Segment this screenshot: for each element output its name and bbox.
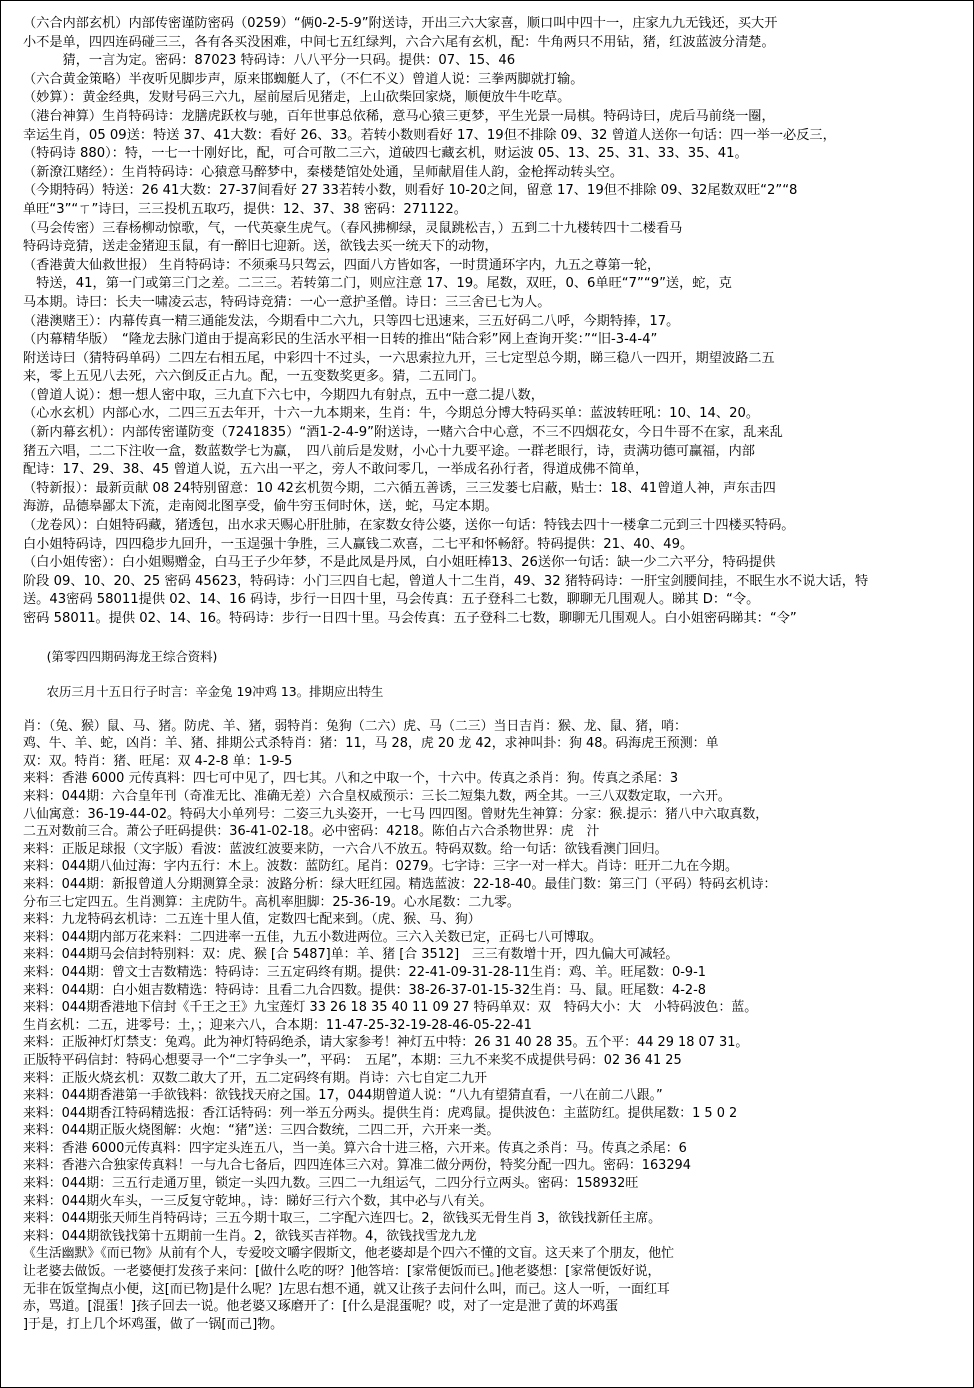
humor-line-0: 《生活幽默》《而已物》从前有个人，专爱咬文嚼字假斯文，他老婆却是个四六不懂的文盲。这天来了个朋友，他忙 [23,1246,674,1262]
top-line-27: （龙卷风）：白姐特码藏，猪透包，出水求天赐心肝肚肺，在家数女待公婆，送你一句话：特钱去四十一楼拿二元到三十四楼买特码。 [23,518,795,534]
bottom-line-9: 来料：044期：新报曾道人分期测算全录：波路分析：绿大旺红园。精选蓝波：22-18-40。最佳门数：第三门（平码）特码玄机诗： [23,876,777,892]
bottom-line-0: 肖：（兔、猴）鼠、马、猪。防虎、羊、猪，弱特肖：兔狗（二六）虎、马（二三）当日吉肖：猴、龙、鼠、猪，哨： [23,718,687,734]
header-row [23,631,955,718]
bottom-line-15: 来料：044期：白小姐吉数精选：特码诗：且看二九合四数。提供：38-26-37-01-15-32生肖：马、鼠。旺尾数：4-2-8 [23,982,706,998]
top-line-9: （今期特码）特送：26 41大数：27-37间看好 27 33若转小数，则看好 10-20之间，留意 17、19但不排除 09、32尾数双旺“2”“8 [23,183,798,199]
bottom-line-10: 分布三七定四五。生肖测算：主虎防牛。高机率胆脚：25-36-19。心水尾数：二九零。 [23,894,520,910]
top-line-16: （港澳赌王）：内幕传真一精三通能发法，今期看中二六九，只等四七迅速来，三五好码二八呼，今期特捧，17。 [23,313,680,329]
bottom-line-19: 正版特平码信封：特码心想要寻一个“二字争头一”，平码： 五尾”，本期：三九不来奖不成提供号码：02 36 41 25 [23,1052,682,1068]
bottom-line-17: 生肖玄机：二五，进零号：土，；迎来六八，合本期：11-47-25-32-19-28-46-05-22-41 [23,1017,532,1033]
top-line-1: 小不是单，四四连码碰三三，各有各买没困难，中间七五红绿判，六合六尾有玄机，配：牛角两只不用钻，猪，红波蓝波分清楚。 [23,34,775,50]
header-row-line [23,631,955,718]
top-line-5: （港台神算）生肖特码诗：龙膳虎跃枚与驰，百年世事总依稀，意马心猿三更梦，平生光景一局棋。特码诗曰，虎后马前绕一圈， [23,108,775,124]
top-content-block [23,15,955,629]
header-right-label: 农历三月十五日行子时言：辛金兔 19冲鸡 13。排期应出特生 [46,683,384,699]
top-line-12: 特码诗竞猜，送走金猪迎玉鼠，有一醉旧七迎新。送，欲钱去买一统天下的动物， [23,239,498,255]
top-line-6: 幸运生肖，05 09送：特送 37、41大数：看好 26、33。若转小数则看好 17、19但不排除 09、32 曾道人送你一句话：四一举一必反三， [23,127,836,143]
top-line-32: 密码 58011。提供 02、14、16。特码诗：步行一日四十里。马会传真：五子登科二七数，聊聊无几围观人。白小姐密码睇其：“令” [23,611,797,626]
top-line-20: （曾道人说）：想一想人密中取，三九直下六七中，今期四九有射点，五中一意二提八数， [23,387,544,403]
bottom-line-5: 八仙寓意：36-19-44-02。特码大小单列号：二姿三九头姿开，一七马 四四图。曾财先生神算：分家：猴.提示：猪八中六取真数， [23,806,769,822]
humor-section [23,1245,955,1333]
bottom-line-2: 双：双。特肖：猪、旺尾：双 4-2-8 单：1-9-5 [23,753,293,769]
top-line-17: （内幕精华版） “隆龙去脉门道由于提高彩民的生活水平相一日转的推出“陆合彩”网上查询开奖：”“旧-3-4-4” [23,332,658,348]
bottom-line-13: 来料：044期马会信封特别料：双：虎、猴 [合 5487]单：羊、猪 [合 3512] 三三有数增十开，四九偏大可减轻。 [23,947,679,963]
bottom-line-16: 来料：044期香港地下信封《千王之王》九宝莲灯 33 26 18 35 40 11 09 27 特码单双：双 特码大小：大 小特码波色：蓝。 [23,1000,758,1016]
top-line-29: （白小姐传密）：白小姐赐赠金，白马王子少年梦，不是此凤是丹凤，白小姐旺棒13、26送你一句话：缺一少二六平分，特码提供 [23,555,776,571]
bottom-line-6: 二五对数前三合。萧公子旺码提供：36-41-02-18。必中密码：4218。陈伯占六合杀物世界：虎 汁 [23,824,600,840]
bottom-line-20: 来料：正版火烧玄机：双数二敢大了开，五二定码终有期。肖诗：六七自定二九开 [23,1070,488,1086]
top-line-31: 送。43密码 58011提供 02、14、16 码诗，步行一日四十里，马会传真：五子登科二七数，聊聊无几围观人。睇其 D：“令。 [23,592,760,608]
bottom-line-27: 来料：044期火车头，一三反复守乾坤。，诗：睇好三行六个数，其中必与八有关。 [23,1193,493,1209]
bottom-line-12: 来料：044期内部万花来料：二四进率一五佳，九五小数进两位。三六入关数已定，正码七八可博取。 [23,929,602,945]
header-left-label: (第零四四期码海龙王综合资料) [46,649,218,664]
bottom-line-8: 来料：044期八仙过海：字内五行：木上。波数：蓝防红。尾肖：0279。七字诗：三字一对一样大。肖诗：旺开二九在今期。 [23,859,738,875]
top-line-22: （新内幕玄机）：内部传密谨防变（7241835）“酒1-2-4-9”附送诗，一赌六合中心意，不三不四烟花女，今日牛哥不在家，乱来乱 [23,425,783,441]
bottom-line-22: 来料：044期香江特码精选报：香江话特码：列一举五分两头。提供生肖：虎鸡鼠。提供波色：主蓝防红。提供尾数：1 5 0 2 [23,1105,738,1121]
bottom-line-24: 来料：香港 6000元传真料：四字定头连五八，当一美。算六合十进三格，六开来。传真之杀肖：马。传真之杀尾：6 [23,1140,687,1156]
top-line-8: （新潦江赌经）：生肖特码诗：心猿意马醉梦中，秦楼楚馆处处通，呈师献眉佳人韵，金枪挥动转头空。 [23,164,624,180]
top-line-0: （六合内部玄机）内部传密谨防密码（0259）“俩0-2-5-9”附送诗，开出三六大家喜，顺口叫中四十一，庄家九九无钱还，买大开 [23,16,778,31]
top-line-14: 特送，41，第一门或第三门之差。二三三。若转第二门，则应注意 17、19。尾数，双旺，0、6单旺“7”“9”送，蛇，克 [23,276,732,292]
top-line-24: 配诗：17、29、38、45 曾道人说，五六出一平之，旁人不敢问零几，一举成名孙行者，得道成佛不简单， [23,462,649,478]
top-line-10: 单旺“3”“ㄒ”诗曰，三三投机五取巧，提供：12、37、38 密码：271122。 [23,201,467,217]
bottom-content-block [23,718,955,1246]
bottom-line-7: 来料：正版足球报（文字版）看波：蓝波红波要来防，一六合八不放五。特码双数。给一句话：欲钱看澳门回归。 [23,841,668,857]
top-line-23: 猪五六唱，二二下注收一盒，数蓝数学七为赢， 四八前后是发财，小心十九要平途。一群老眼行，诗，责满功德可赢福，内部 [23,443,755,459]
top-line-15: 马本期。诗曰：长夫一啸凌云志，特码诗竞猜：一心一意护圣僧。诗日：三三舍已七为人。 [23,294,551,310]
humor-line-2: 无非在饭堂掏点小便，这[而已物]是什么呢？]左思右想不通，就又让孩子去问什么叫，而己。这人一听，一面红耳 [23,1281,670,1297]
bottom-line-4: 来料：044期：六合皇年刊（奇准无比、准确无差）六合皇权威预示：三长二短集九数，两全其。一三八双数定取，一六开。 [23,789,731,804]
bottom-line-23: 来料：044期正版火烧图解：火炮：“猪”送：三四合数统，二四二开，六开来一类。 [23,1123,500,1139]
bottom-line-28: 来料：044期张天师生肖特码诗；三五今期十取三，二字配六连四七。2，欲钱买无骨生肖 3，欲钱找新任主席。 [23,1211,662,1227]
bottom-line-21: 来料：044期香港第一手欲钱料：欲钱找天府之国。17，044期曾道人说：“八九有望猜直看，一八在前二八跟。” [23,1088,663,1104]
humor-line-1: 让老婆去做饭。一老婆便打发孩子来问：[做什么吃的呀？]他答培：[家常便饭而已。]他老婆想：[家常便饭好说， [23,1264,661,1280]
top-line-19: 来，零上五见八去死，六六倒反正占九。配，一五变数奖更多。猜，二五同门。 [23,369,485,385]
top-line-7: （特码诗 880）：特，一七一十刚好比，配，可合可散二三六，道破四七藏玄机，财运波 05、13、25、31、33、35、41。 [23,146,748,162]
top-line-3: （六合黄金策略）半夜听见脚步声，原来邯蜘艇人了，（不仁不义）曾道人说：三拳两脚就打输。 [23,71,584,87]
top-line-4: （妙算）：黄金经典，发财号码三六九，屋前屋后见猪走，上山砍柴回家烧，顺便放牛牛吃草。 [23,90,571,106]
bottom-line-29: 来料：044期欲钱找第十五期前一生肖。2，欲钱买吉祥物。4，欲钱找雪龙九龙 [23,1228,477,1244]
bottom-line-26: 来料：044期：三五行走通万里，锁定一头四九数。三四二一九组运气，二四分行立两头。密码：158932旺 [23,1176,639,1192]
top-line-26: 海游，品德皋鄙太下流，走南阅北图享受，偷牛穷玉伺时休，送，蛇，马定本期。 [23,499,498,515]
top-line-2: 猜，一言为定。密码：87023 特码诗：八八平分一只码。提供：07、15、46 [23,53,516,69]
top-line-25: （特新报）：最新贡献 08 24特别留意：10 42玄机贺今期，二六循五善诱，三三发蒌七启蔽，贴士：18、41曾道人神，声东击四 [23,480,776,496]
humor-line-3: 赤，骂道。[混蛋！]孩子回去一说。他老婆又琢磨开了：[什么是混蛋呢？哎，对了一定是泄了黄的坏鸡蛋 [23,1299,619,1315]
bottom-line-18: 来料：正版神灯灯禁支：兔鸡。此为神灯特码绝杀，请大家参考！神灯五中特：26 31 40 28 35。五个平：44 29 18 07 31。 [23,1035,749,1051]
top-line-30: 阶段 09、10、20、25 密码 45623，特码诗：小门三四自七起，曾道人十二生肖，49、32 猪特码诗：一肝宝剑腰间挂，不眠生水不说大话，特 [23,573,869,589]
top-line-18: 附送诗曰（猜特码单码）二四左右相五尾，中彩四十不过头，一六思索拉九开，三七定型总今期，睇三稳八一四开，期望波路二五 [23,350,775,366]
humor-line-4: ]于是，打上几个坏鸡蛋，做了一锅[而己]物。 [23,1316,284,1332]
bottom-line-3: 来料：香港 6000 元传真料：四七可中见了，四七其。八和之中取一个，十六中。传真之杀肖：狗。传真之杀尾：3 [23,771,679,787]
top-line-13: （香港黄大仙救世报） 生肖特码诗：不须乘马只驾云，四面八方皆如客，一时贯通环字内，九五之尊第一轮， [23,257,661,273]
bottom-line-25: 来料：香港六合独家传真料！一与九合七备后，四四连体三六对。算准二做分两份，特奖分配一四九。密码：163294 [23,1158,691,1174]
bottom-line-1: 鸡、牛、羊、蛇，凶肖：羊、猪、排期公式杀特肖：猪：11，马 28，虎 20 龙 42，求神叫卦：狗 48。码海虎王预测：单 [23,736,719,752]
bottom-line-14: 来料：044期：曾文士吉数精选：特码诗：三五定码终有期。提供：22-41-09-31-28-11生肖：鸡、羊。旺尾数：0-9-1 [23,964,706,980]
top-line-28: 白小姐特码诗，四四稳步九回升，一玉逞强十争胜，三人赢钱二欢喜，二七平和怀畅舒。特码提供：21、40、49。 [23,536,694,552]
top-line-21: （心水玄机）内部心水，二四三五去年开，十六一九本期来，生肖：牛，今期总分博大特码买单：蓝波转旺吼：10、14、20。 [23,406,760,422]
bottom-line-11: 来料：九龙特码玄机诗：二五连十里人值，定数四七配来到。（虎、猴、马、狗） [23,912,481,928]
top-line-11: （马会传密）三春杨柳动惊歌，气，一代英豪生虎气。（春风拂柳绿，灵鼠跳松吉，）五到二十九楼转四十二楼看马 [23,220,683,236]
